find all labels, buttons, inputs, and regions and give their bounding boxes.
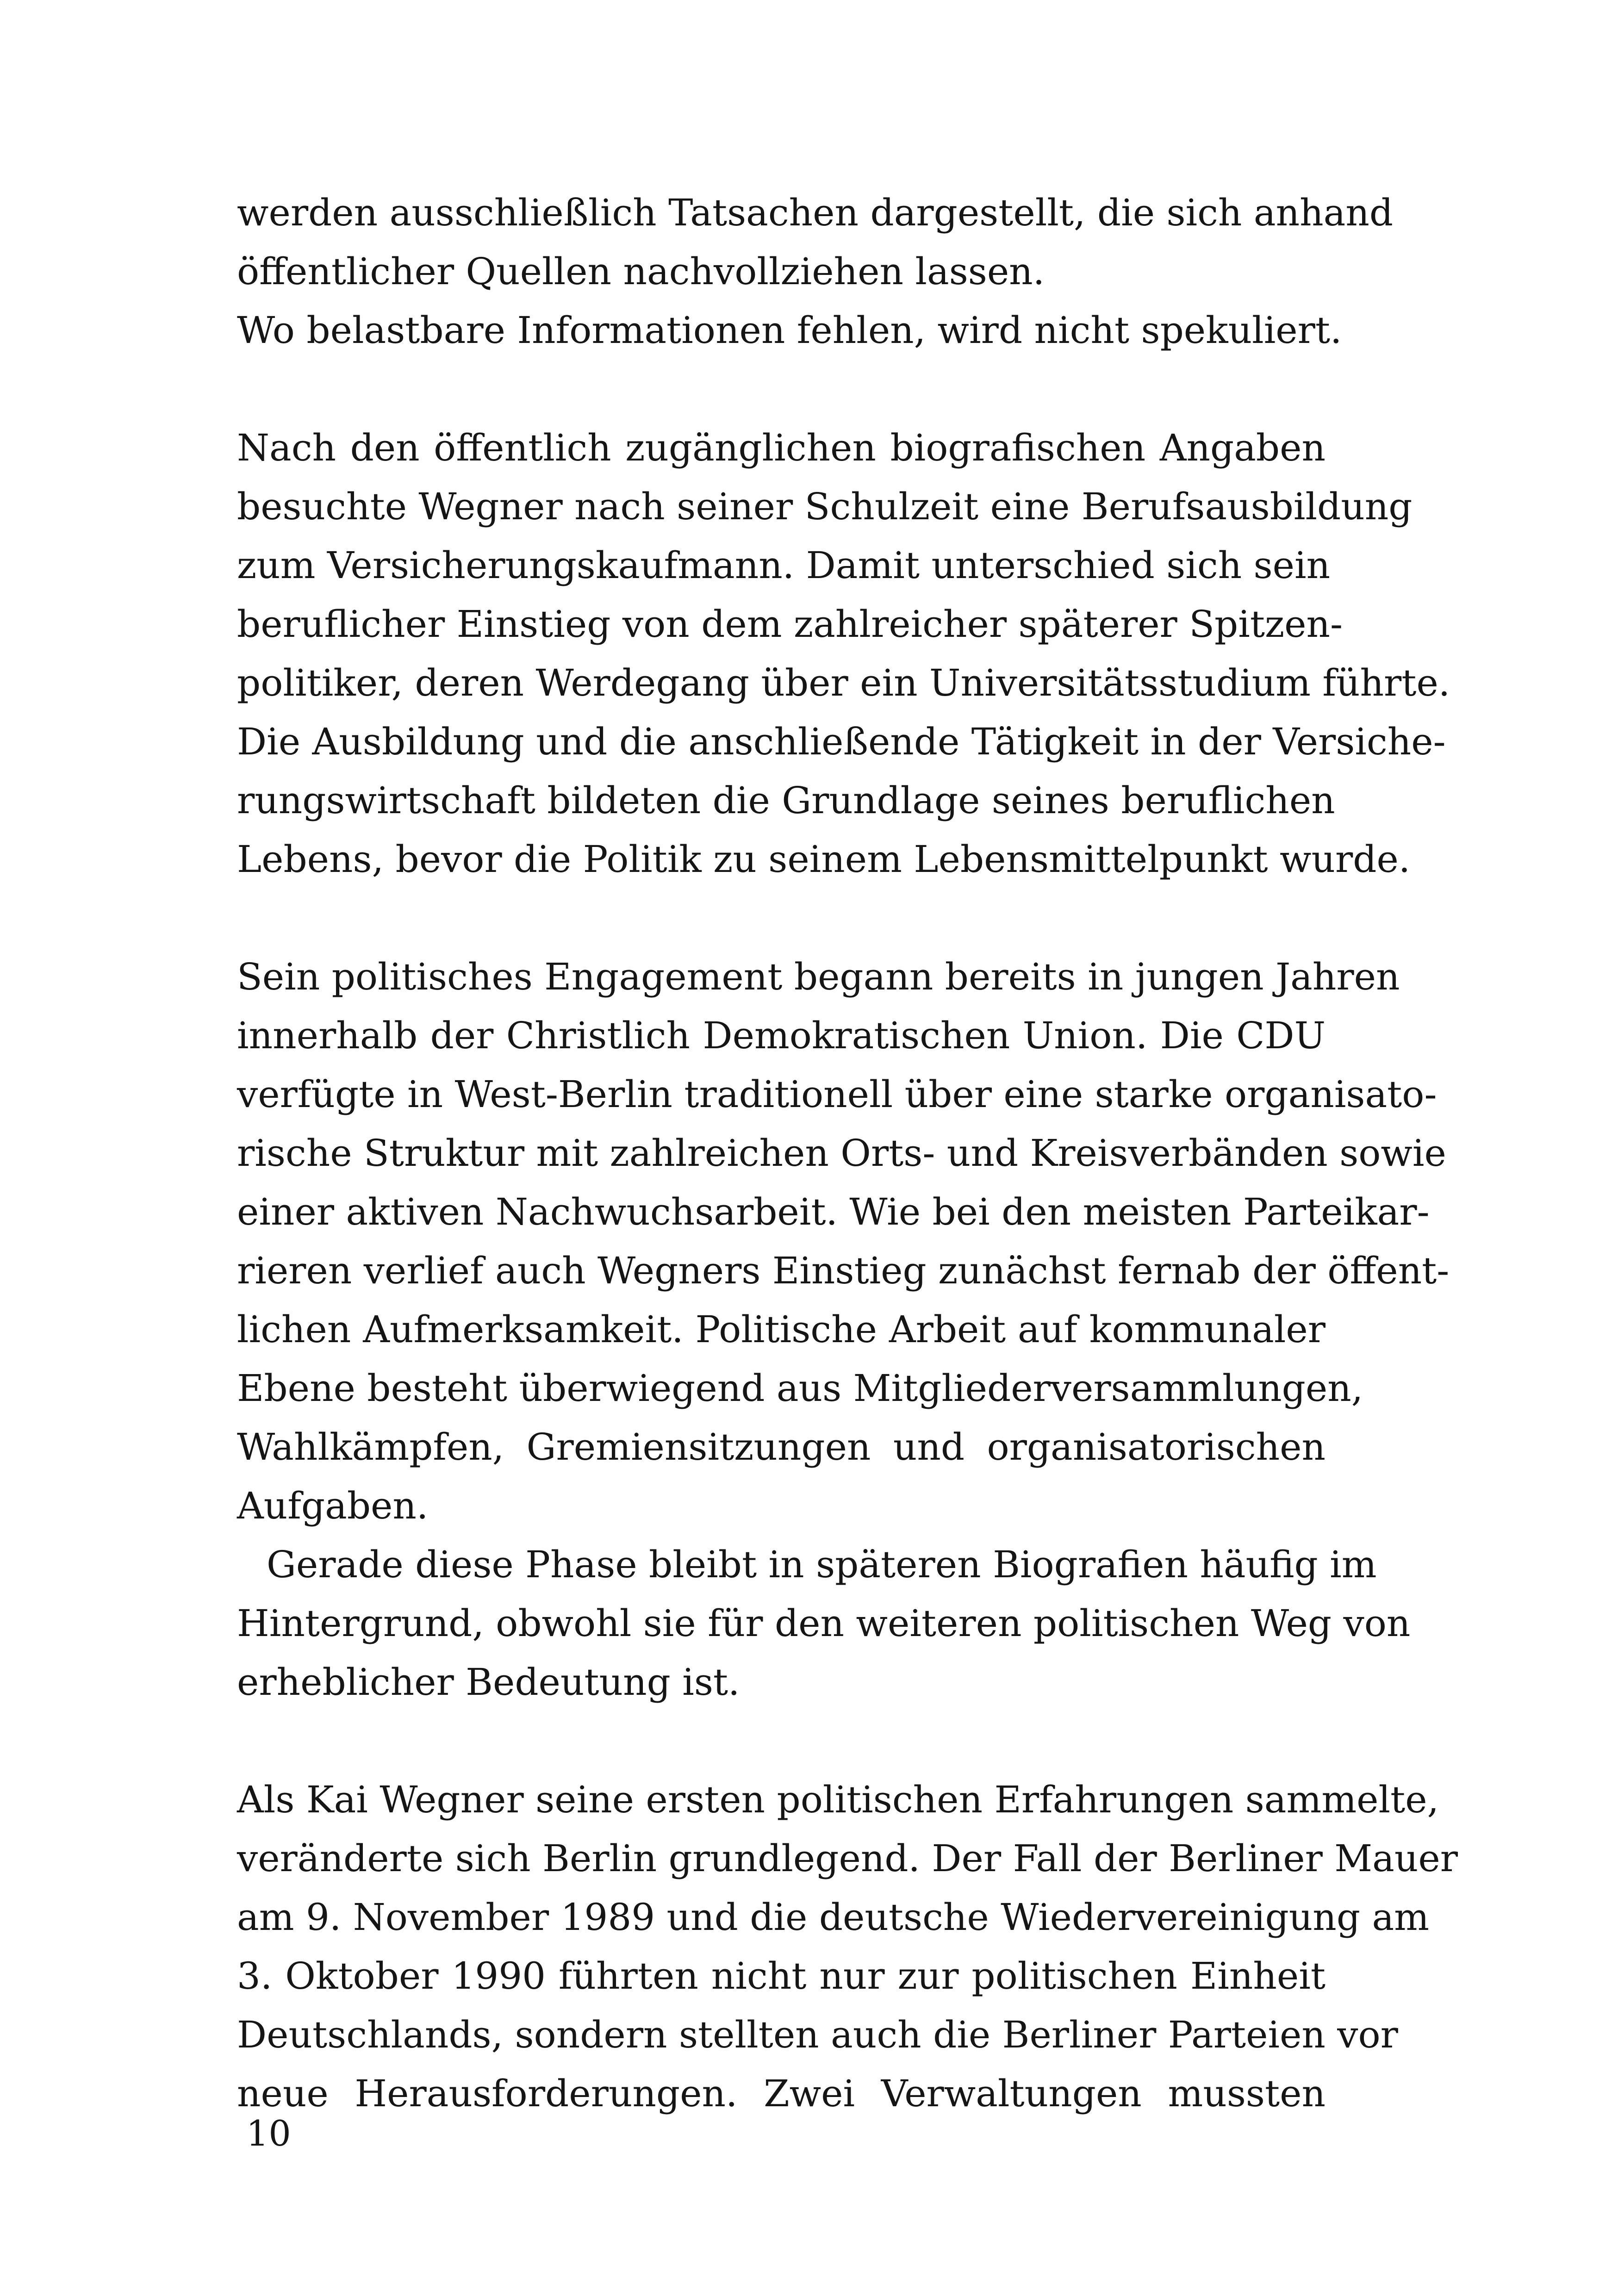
paragraph-gap xyxy=(237,360,1326,418)
page-number: 10 xyxy=(246,2113,291,2154)
text-line: rische Struktur mit zahlreichen Orts- und Kreisverbänden sowie xyxy=(237,1132,1446,1175)
text-line: besuchte Wegner nach seiner Schulzeit eine Berufsausbildung xyxy=(237,485,1413,528)
text-line: zum Versicherungskaufmann. Damit unterschied sich sein xyxy=(237,544,1331,587)
text-line: Deutschlands, sondern stellten auch die Berliner Parteien vor xyxy=(237,2013,1398,2056)
text-line: beruflicher Einstieg von dem zahlreicher späterer Spitzen- xyxy=(237,603,1343,646)
text-line: veränderte sich Berlin grundlegend. Der Fall der Berliner Mauer xyxy=(237,1837,1458,1880)
text-line: erheblicher Bedeutung ist. xyxy=(237,1661,740,1704)
text-line: Lebens, bevor die Politik zu seinem Lebensmittelpunkt wurde. xyxy=(237,838,1411,881)
text-line: Aufgaben. xyxy=(237,1484,429,1527)
text-line: innerhalb der Christlich Demokratischen Union. Die CDU xyxy=(237,1014,1326,1057)
text-line: einer aktiven Nachwuchsarbeit. Wie bei den meisten Parteikar- xyxy=(237,1190,1430,1233)
text-line: öffentlicher Quellen nachvollziehen lassen. xyxy=(237,250,1045,293)
text-line: 3. Oktober 1990 führten nicht nur zur politischen Einheit xyxy=(237,1954,1326,1997)
text-line: politiker, deren Werdegang über ein Universitätsstudium führte. xyxy=(237,661,1450,704)
text-line: am 9. November 1989 und die deutsche Wiedervereinigung am xyxy=(237,1896,1430,1939)
paragraph xyxy=(237,418,1450,889)
text-line: rungswirtschaft bildeten die Grundlage seines beruflichen xyxy=(237,779,1335,822)
text-line: lichen Aufmerksamkeit. Politische Arbeit auf kommunaler xyxy=(237,1308,1326,1351)
text-line: Als Kai Wegner seine ersten politischen Erfahrungen sammelte, xyxy=(237,1778,1439,1821)
text-line: Wo belastbare Informationen fehlen, wird nicht spekuliert. xyxy=(237,309,1342,352)
text-line: neue Herausforderungen. Zwei Verwaltungen mussten xyxy=(237,2072,1326,2115)
text-line: Hintergrund, obwohl sie für den weiteren politischen Weg von xyxy=(237,1602,1411,1645)
paragraph xyxy=(237,183,1394,360)
text-line: rieren verlief auch Wegners Einstieg zunächst fernab der öffent- xyxy=(237,1249,1450,1292)
body-text xyxy=(237,183,1458,2123)
text-line: Ebene besteht überwiegend aus Mitgliederversammlungen, xyxy=(237,1367,1363,1410)
text-line: Wahlkämpfen, Gremiensitzungen und organisatorischen xyxy=(237,1425,1326,1468)
text-line: Sein politisches Engagement begann bereits in jungen Jahren xyxy=(237,955,1400,998)
paragraph xyxy=(237,1770,1458,2123)
text-line: verfügte in West-Berlin traditionell über eine starke organisato- xyxy=(237,1073,1437,1116)
paragraph-gap xyxy=(237,1711,1326,1770)
text-line: Nach den öffentlich zugänglichen biografischen Angaben xyxy=(237,426,1326,469)
text-line: werden ausschließlich Tatsachen dargestellt, die sich anhand xyxy=(237,191,1394,234)
paragraph-gap xyxy=(237,889,1326,947)
text-line: Die Ausbildung und die anschließende Tätigkeit in der Versiche- xyxy=(237,720,1446,763)
paragraph xyxy=(237,947,1450,1711)
text-line: Gerade diese Phase bleibt in späteren Biografien häufig im xyxy=(267,1543,1377,1586)
